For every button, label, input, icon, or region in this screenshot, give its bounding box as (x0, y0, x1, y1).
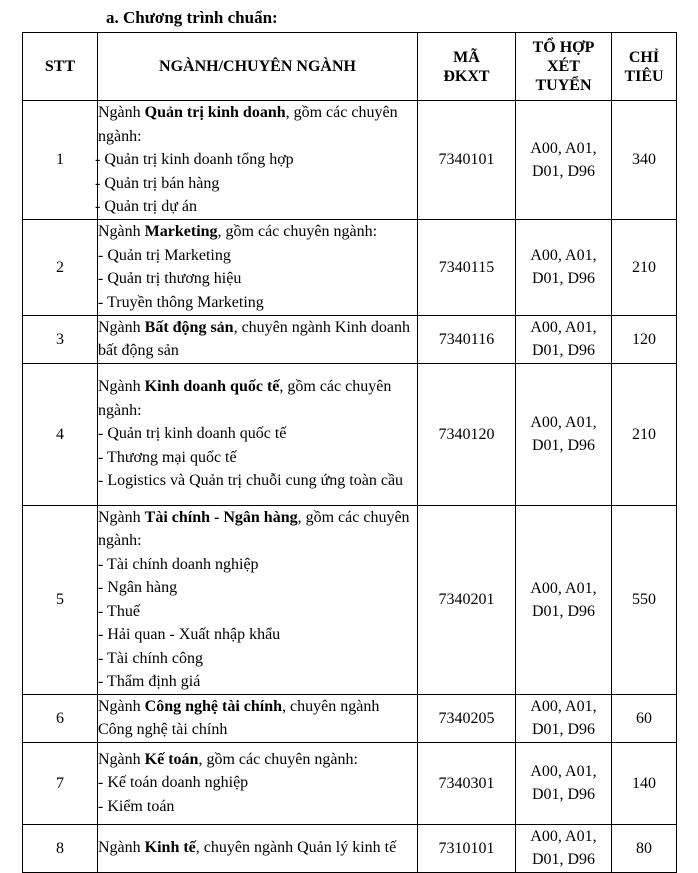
cell-combination (516, 315, 612, 363)
specialization-item: - Quản trị dự án (95, 198, 197, 215)
table-header-row (23, 33, 677, 101)
header-combo-line-1: TỔ HỢP (532, 39, 595, 56)
header-quota (612, 33, 677, 101)
combination-line-2: D01, D96 (531, 437, 596, 454)
header-quota-line-1: CHỈ (628, 48, 660, 66)
cell-combination (516, 824, 612, 872)
cell-stt: 4 (23, 363, 98, 505)
cell-code: 7340101 (418, 101, 516, 220)
major-prefix: Ngành (98, 223, 145, 240)
cell-stt: 5 (23, 505, 98, 694)
cell-major (98, 742, 418, 824)
major-title (98, 220, 417, 244)
cell-major (98, 363, 418, 505)
cell-code: 7340115 (418, 219, 516, 315)
table-row (23, 363, 677, 505)
major-name: Bất động sản (144, 318, 234, 336)
cell-stt: 8 (23, 824, 98, 872)
major-title (98, 506, 417, 553)
specialization-item: - Tài chính doanh nghiệp (98, 555, 259, 573)
major-prefix: Ngành (98, 508, 145, 526)
cell-combination (516, 363, 612, 505)
cell-quota: 60 (612, 694, 677, 742)
table-body (23, 101, 677, 873)
major-name: Kinh tế (144, 839, 196, 857)
cell-major (98, 219, 418, 315)
major-name: Kinh doanh quốc tế (144, 378, 280, 396)
combination-line-2: D01, D96 (531, 270, 596, 287)
combination-line-1: A00, A01, (530, 579, 597, 597)
header-major: NGÀNH/CHUYÊN NGÀNH (98, 33, 418, 101)
combination-line-2: D01, D96 (531, 162, 596, 180)
cell-quota: 210 (612, 363, 677, 505)
combination-line-2: D01, D96 (531, 851, 596, 868)
table-row (23, 694, 677, 742)
cell-stt: 2 (23, 219, 98, 315)
specialization-item: - Logistics và Quản trị chuỗi cung ứng toàn cầu (98, 472, 404, 490)
specialization-item: - Truyền thông Marketing (98, 293, 264, 311)
combination-line-2: D01, D96 (531, 342, 596, 359)
combination-line-1: A00, A01, (530, 319, 597, 336)
cell-combination (516, 694, 612, 742)
cell-code: 7340116 (418, 315, 516, 363)
cell-combination (516, 101, 612, 220)
specialization-item: - Quản trị kinh doanh quốc tế (98, 425, 287, 443)
combination-line-1: A00, A01, (530, 698, 597, 715)
major-prefix: Ngành (98, 697, 145, 715)
major-name: Kế toán (144, 750, 199, 768)
combination-line-2: D01, D96 (531, 721, 596, 738)
combination-line-1: A00, A01, (530, 139, 597, 157)
table-row (23, 219, 677, 315)
table-row (23, 505, 677, 694)
major-suffix: , gồm các chuyên ngành: (198, 750, 358, 768)
table-row (23, 315, 677, 363)
major-title (98, 375, 417, 422)
section-heading: a. Chương trình chuẩn: (106, 8, 278, 27)
major-suffix: , gồm các chuyên ngành: (98, 508, 410, 549)
cell-quota: 210 (612, 219, 677, 315)
cell-code: 7340201 (418, 505, 516, 694)
cell-code: 7340301 (418, 742, 516, 824)
major-name: Quản trị kinh doanh (144, 104, 286, 121)
major-prefix: Ngành (98, 839, 145, 857)
cell-combination (516, 742, 612, 824)
specialization-item: - Tài chính công (98, 649, 204, 667)
major-prefix: Ngành (98, 378, 145, 396)
major-title (98, 836, 417, 860)
header-combo-line-2: XÉT (547, 58, 580, 75)
header-code-line-1: MÃ (453, 48, 480, 66)
header-code (418, 33, 516, 101)
combination-line-1: A00, A01, (530, 763, 597, 780)
major-name: Marketing (144, 223, 218, 240)
specialization-item: - Quản trị Marketing (98, 246, 231, 264)
major-suffix: , gồm các chuyên ngành: (217, 223, 378, 240)
cell-quota: 140 (612, 742, 677, 824)
specialization-item: - Thương mại quốc tế (98, 448, 237, 466)
cell-combination (516, 219, 612, 315)
major-prefix: Ngành (98, 750, 145, 768)
major-prefix: Ngành (98, 104, 145, 121)
combination-line-1: A00, A01, (530, 828, 597, 845)
header-code-line-2: ĐKXT (443, 67, 490, 85)
cell-code: 7340120 (418, 363, 516, 505)
cell-major (98, 824, 418, 872)
major-prefix: Ngành (98, 318, 145, 336)
major-name: Tài chính - Ngân hàng (144, 508, 298, 526)
specialization-item: - Ngân hàng (98, 579, 178, 596)
specialization-item: - Kế toán doanh nghiệp (98, 774, 249, 792)
cell-major (95, 101, 418, 220)
cell-major (98, 694, 418, 742)
specialization-item: - Quản trị kinh doanh tổng hợp (95, 151, 294, 168)
major-title (98, 695, 417, 742)
cell-stt: 7 (23, 742, 98, 824)
major-suffix: , chuyên ngành Công nghệ tài chính (98, 697, 380, 738)
table-row (23, 824, 677, 872)
cell-quota: 550 (612, 505, 677, 694)
header-stt: STT (23, 33, 98, 101)
major-title (98, 316, 417, 363)
cell-stt: 3 (23, 315, 98, 363)
specialization-item: - Kiểm toán (98, 797, 175, 815)
specialization-item: - Hải quan - Xuất nhập khẩu (98, 626, 281, 643)
combination-line-2: D01, D96 (531, 602, 596, 620)
major-title (98, 748, 417, 772)
combination-line-2: D01, D96 (531, 786, 596, 803)
table-row (23, 101, 677, 220)
cell-quota: 80 (612, 824, 677, 872)
cell-major (98, 315, 418, 363)
specialization-item: - Quản trị bán hàng (95, 174, 220, 192)
cell-code: 7310101 (418, 824, 516, 872)
cell-stt: 1 (23, 101, 98, 220)
cell-quota: 120 (612, 315, 677, 363)
major-suffix: , chuyên ngành Kinh doanh bất động sản (98, 318, 410, 359)
header-quota-line-2: TIÊU (624, 67, 664, 85)
specialization-item: - Thẩm định giá (98, 673, 201, 690)
specialization-item: - Thuế (98, 602, 140, 620)
cell-major (98, 505, 418, 694)
major-suffix: , gồm các chuyên ngành: (98, 378, 392, 419)
cell-quota: 340 (612, 101, 677, 220)
major-name: Công nghệ tài chính (144, 697, 283, 715)
table-row (23, 742, 677, 824)
cell-combination (516, 505, 612, 694)
cell-code: 7340205 (418, 694, 516, 742)
combination-line-1: A00, A01, (530, 247, 597, 264)
header-combination (516, 33, 612, 101)
combination-line-1: A00, A01, (530, 414, 597, 431)
cell-stt: 6 (23, 694, 98, 742)
major-suffix: , gồm các chuyên ngành: (98, 104, 398, 145)
major-title (98, 101, 417, 148)
header-combo-line-3: TUYỂN (535, 77, 592, 94)
major-suffix: , chuyên ngành Quản lý kinh tế (195, 839, 397, 857)
admissions-table (22, 32, 677, 873)
specialization-item: - Quản trị thương hiệu (98, 270, 242, 287)
